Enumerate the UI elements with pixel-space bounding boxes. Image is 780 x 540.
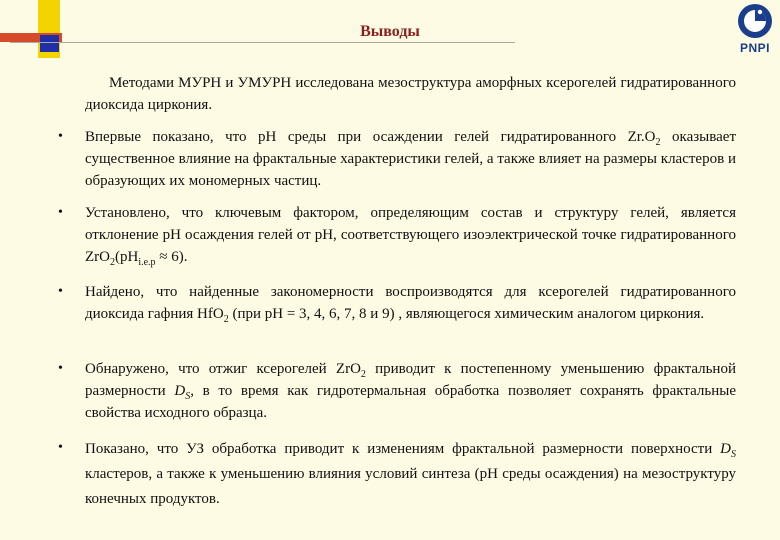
title-underline xyxy=(10,42,515,43)
bullet-marker: • xyxy=(58,361,63,376)
bullet-marker: • xyxy=(58,284,63,299)
conclusion-item-1: Впервые показано, что pH среды при осаждении гелей гидратированного $Zr.O_2$ оказывает существенное влияние на фрактальные характеристики гелей, а также влияет на размеры кластеров и образующих их мономерных частиц. xyxy=(85,129,737,189)
intro-paragraph xyxy=(85,72,736,116)
intro-text: Методами МУРН и УМУРН исследована мезоструктура аморфных ксерогелей гидратированного диоксида циркония. xyxy=(85,75,736,113)
conclusion-item-3: Найдено, что найденные закономерности воспроизводятся для ксерогелей гидратированного диоксида гафния HfO$_2$ (при pH = 3, 4, 6, 7, 8 и 9) , являющегося химическим аналогом циркония. xyxy=(85,284,736,325)
pnpi-emblem-icon xyxy=(736,2,774,40)
bullet-marker: • xyxy=(58,440,63,455)
conclusion-item-5: Показано, что УЗ обработка приводит к изменениям фрактальной размерности поверхности $D_S$ кластеров, а также к уменьшению влияния условий синтеза (pH среды осаждения) на мезоструктуру конечных продуктов. xyxy=(85,441,736,507)
pnpi-logo xyxy=(734,2,776,58)
slide-title: Выводы xyxy=(360,23,420,40)
bullet-marker: • xyxy=(58,129,63,144)
conclusion-item-4: Обнаружено, что отжиг ксерогелей ZrO$_2$ приводит к постепенному уменьшению фрактальной размерности $D_S$, в то время как гидротермальная обработка позволяет сохранять фрактальные свойства исходного образца. xyxy=(85,361,736,421)
conclusion-item-2: Установлено, что ключевым фактором, определяющим состав и структуру гелей, является отклонение pH осаждения гелей от pH, соответствующего изоэлектрической точке гидратированного $ZrO_2(pH_{i.e.p} \approx 6)$. xyxy=(85,205,736,268)
logo-text: PNPI xyxy=(739,41,770,55)
bullet-marker: • xyxy=(58,205,63,220)
